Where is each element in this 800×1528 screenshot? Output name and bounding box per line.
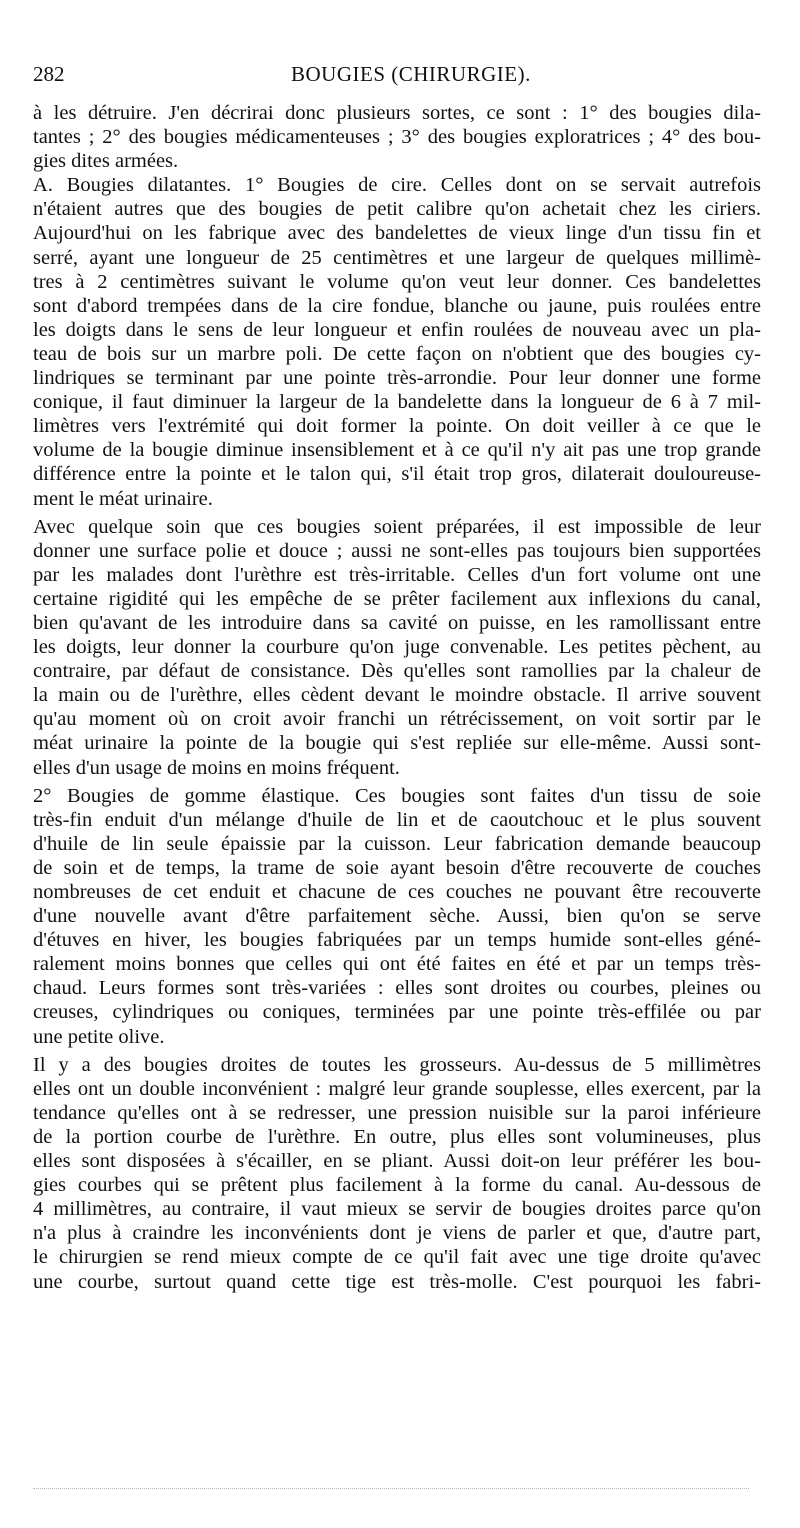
text-line: qu'au moment où on croit avoir franchi un rétrécissement, on voit sortir par le <box>33 708 761 731</box>
text-line: chaud. Leurs formes sont très-variées : elles sont droites ou courbes, pleines ou <box>33 977 761 1000</box>
text-line: serré, ayant une longueur de 25 centimètres et une largeur de quelques millimè- <box>33 246 761 269</box>
text-line: les doigts, leur donner la courbure qu'on juge convenable. Les petites pèchent, au <box>33 636 761 659</box>
text-line: très-fin enduit d'un mélange d'huile de lin et de caoutchouc et le plus souvent <box>33 808 761 831</box>
text-line: tendance qu'elles ont à se redresser, une pression nuisible sur la paroi inférieure <box>33 1101 761 1124</box>
text-line: volume de la bougie diminue insensiblement et à ce qu'il n'y ait pas une trop grande <box>33 439 761 462</box>
text-line: elles sont disposées à s'écailler, en se pliant. Aussi doit-on leur préférer les bou- <box>33 1150 761 1173</box>
text-line: par les malades dont l'urèthre est très-irritable. Celles d'un fort volume ont une <box>33 563 761 586</box>
text-line: tres à 2 centimètres suivant le volume qu'on veut leur donner. Ces bandelettes <box>33 270 761 293</box>
text-line: A. Bougies dilatantes. 1° Bougies de cire. Celles dont on se servait autrefois <box>33 174 761 197</box>
text-line: différence entre la pointe et le talon qui, s'il était trop gros, dilaterait douloureuse- <box>33 463 761 486</box>
text-line: Avec quelque soin que ces bougies soient préparées, il est impossible de leur <box>33 515 761 538</box>
text-line: à les détruire. J'en décrirai donc plusieurs sortes, ce sont : 1° des bougies dila- <box>33 102 761 124</box>
text-line: n'étaient autres que des bougies de petit calibre qu'on achetait chez les ciriers. <box>33 198 761 221</box>
text-line: Il y a des bougies droites de toutes les grosseurs. Au-dessus de 5 millimètres <box>33 1053 761 1076</box>
text-line: ralement moins bonnes que celles qui ont été faites en été et par un temps très- <box>33 953 761 976</box>
text-line: d'huile de lin seule épaissie par la cuisson. Leur fabrication demande beaucoup <box>33 832 761 855</box>
text-line: 4 millimètres, au contraire, il vaut mieux se servir de bougies droites parce qu'on <box>33 1198 761 1221</box>
page-header <box>33 62 751 92</box>
text-line: nombreuses de cet enduit et chacune de ces couches ne pouvant être recouverte <box>33 881 761 903</box>
text-line: tantes ; 2° des bougies médicamenteuses ; 3° des bougies exploratrices ; 4° des bou- <box>33 126 761 149</box>
text-line: sont d'abord trempées dans de la cire fondue, blanche ou jaune, puis roulées entre <box>33 294 761 317</box>
text-line: la main ou de l'urèthre, elles cèdent devant le moindre obstacle. Il arrive souvent <box>33 684 761 707</box>
text-line: d'étuves en hiver, les bougies fabriquées par un temps humide sont-elles géné- <box>33 929 761 952</box>
text-line: donner une surface polie et douce ; aussi ne sont-elles pas toujours bien supportées <box>33 539 761 562</box>
text-line: n'a plus à craindre les inconvénients dont je viens de parler et que, d'autre part, <box>33 1222 761 1245</box>
text-line: de soin et de temps, la trame de soie ayant besoin d'être recouverte de couches <box>33 856 761 879</box>
text-line: méat urinaire la pointe de la bougie qui s'est repliée sur elle-même. Aussi sont- <box>33 732 761 755</box>
text-line: une petite olive. <box>33 1025 165 1048</box>
text-line: limètres vers l'extrémité qui doit former la pointe. On doit veiller à ce que le <box>33 415 761 438</box>
text-line: gies dites armées. <box>33 150 179 173</box>
text-line: conique, il faut diminuer la largeur de la bandelette dans la longueur de 6 à 7 mil- <box>33 391 761 414</box>
text-line: 2° Bougies de gomme élastique. Ces bougies sont faites d'un tissu de soie <box>33 784 761 807</box>
text-line: contraire, par défaut de consistance. Dès qu'elles sont ramollies par la chaleur de <box>33 660 761 683</box>
text-line: une courbe, surtout quand cette tige est très-molle. C'est pourquoi les fabri- <box>33 1270 761 1293</box>
text-line: Aujourd'hui on les fabrique avec des bandelettes de vieux linge d'un tissu fin et <box>33 222 761 245</box>
text-line: teau de bois sur un marbre poli. De cette façon on n'obtient que des bougies cy- <box>33 342 761 365</box>
text-line: les doigts dans le sens de leur longueur et enfin roulées de nouveau avec un pla- <box>33 318 761 341</box>
body-text <box>33 101 761 1294</box>
text-line: creuses, cylindriques ou coniques, terminées par une pointe très-effilée ou par <box>33 1001 761 1024</box>
text-line: bien qu'avant de les introduire dans sa cavité on puisse, en les ramollissant entre <box>33 611 761 634</box>
text-line: elles ont un double inconvénient : malgré leur grande souplesse, elles exercent, par la <box>33 1077 761 1100</box>
text-line: ment le méat urinaire. <box>33 487 213 510</box>
footer-divider <box>33 1488 749 1489</box>
page-number: 282 <box>33 62 65 86</box>
running-title: BOUGIES (CHIRURGIE). <box>291 62 531 86</box>
text-line: le chirurgien se rend mieux compte de ce qu'il fait avec une tige droite qu'avec <box>33 1246 761 1269</box>
text-line: elles d'un usage de moins en moins fréquent. <box>33 756 400 779</box>
text-line: gies courbes qui se prêtent plus facilement à la forme du canal. Au-dessous de <box>33 1174 761 1197</box>
text-line: de la portion courbe de l'urèthre. En outre, plus elles sont volumineuses, plus <box>33 1125 761 1148</box>
text-line: certaine rigidité qui les empêche de se prêter facilement aux inflexions du canal, <box>33 587 761 610</box>
text-line: d'une nouvelle avant d'être parfaitement sèche. Aussi, bien qu'on se serve <box>33 905 761 928</box>
text-line: lindriques se terminant par une pointe très-arrondie. Pour leur donner une forme <box>33 367 761 390</box>
